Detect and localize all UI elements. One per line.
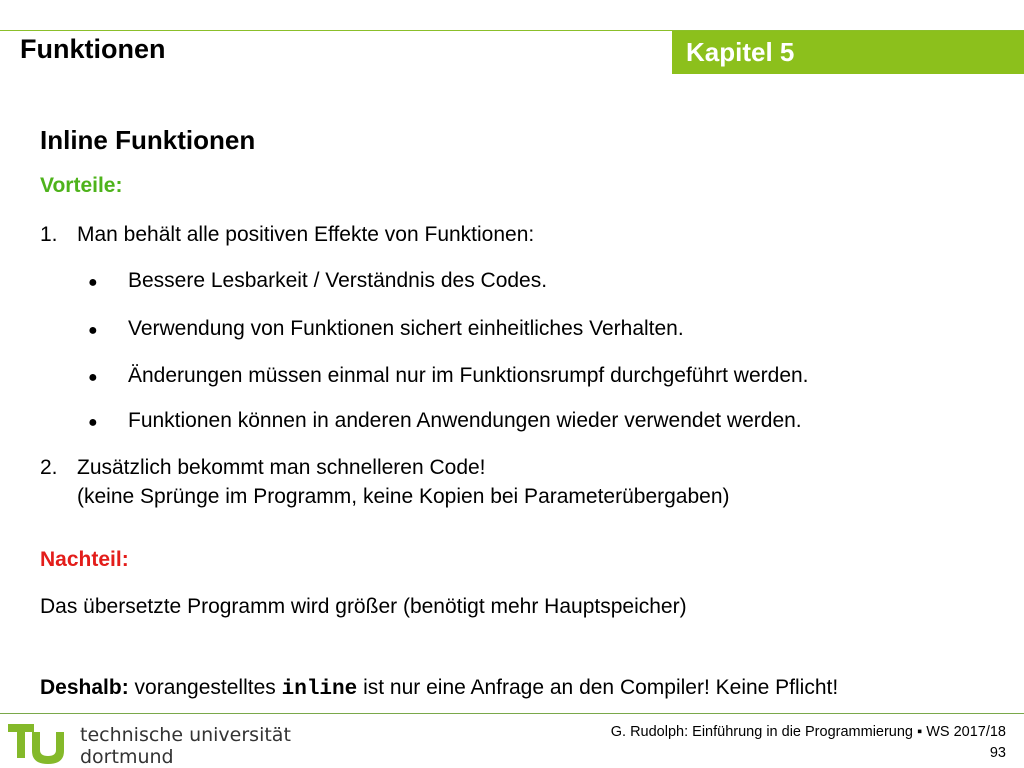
bullet-item: Bessere Lesbarkeit / Verständnis des Codes. [128,269,548,292]
credit-text: G. Rudolph: Einführung in die Programmierung ▪ WS 2017/18 [610,724,1006,740]
chapter-badge: Kapitel 5 [672,31,1024,74]
disadvantage-text: Das übersetzte Programm wird größer (benötigt mehr Hauptspeicher) [40,595,687,618]
bullet-item: Änderungen müssen einmal nur im Funktionsrumpf durchgeführt werden. [128,364,809,387]
inline-keyword: inline [281,678,358,701]
page-number: 93 [989,745,1006,761]
conclusion-lead: Deshalb: [40,676,129,699]
disadvantage-label: Nachteil: [40,548,129,571]
conclusion-after: ist nur eine Anfrage an den Compiler! Keine Pflicht! [363,676,839,699]
bullet-item: Verwendung von Funktionen sichert einheitliches Verhalten. [128,317,684,340]
bullet-marker: ● [88,369,98,386]
university-line1: technische universität [80,724,291,746]
item2-line2: (keine Sprünge im Programm, keine Kopien bei Parameterübergaben) [77,485,730,508]
advantages-label: Vorteile: [40,174,123,197]
slide-heading: Inline Funktionen [40,125,256,155]
university-line2: dortmund [80,746,174,768]
footer-divider [0,713,1024,714]
bullet-item: Funktionen können in anderen Anwendungen wieder verwendet werden. [128,409,802,432]
item1-text: Man behält alle positiven Effekte von Funktionen: [77,223,535,246]
bullet-marker: ● [88,414,98,431]
footer-credit [611,722,1006,764]
item2-number: 2. [40,456,58,479]
university-name [80,724,291,768]
bullet-marker: ● [88,322,98,339]
bullet-marker: ● [88,274,98,291]
tu-logo-icon [8,718,74,764]
item2-line1: Zusätzlich bekommt man schnelleren Code! [77,456,486,479]
slide-header [0,30,1024,74]
header-title: Funktionen [20,34,166,64]
conclusion-before: vorangestelltes [134,676,276,699]
item1-number: 1. [40,223,58,246]
conclusion-line [40,676,838,701]
